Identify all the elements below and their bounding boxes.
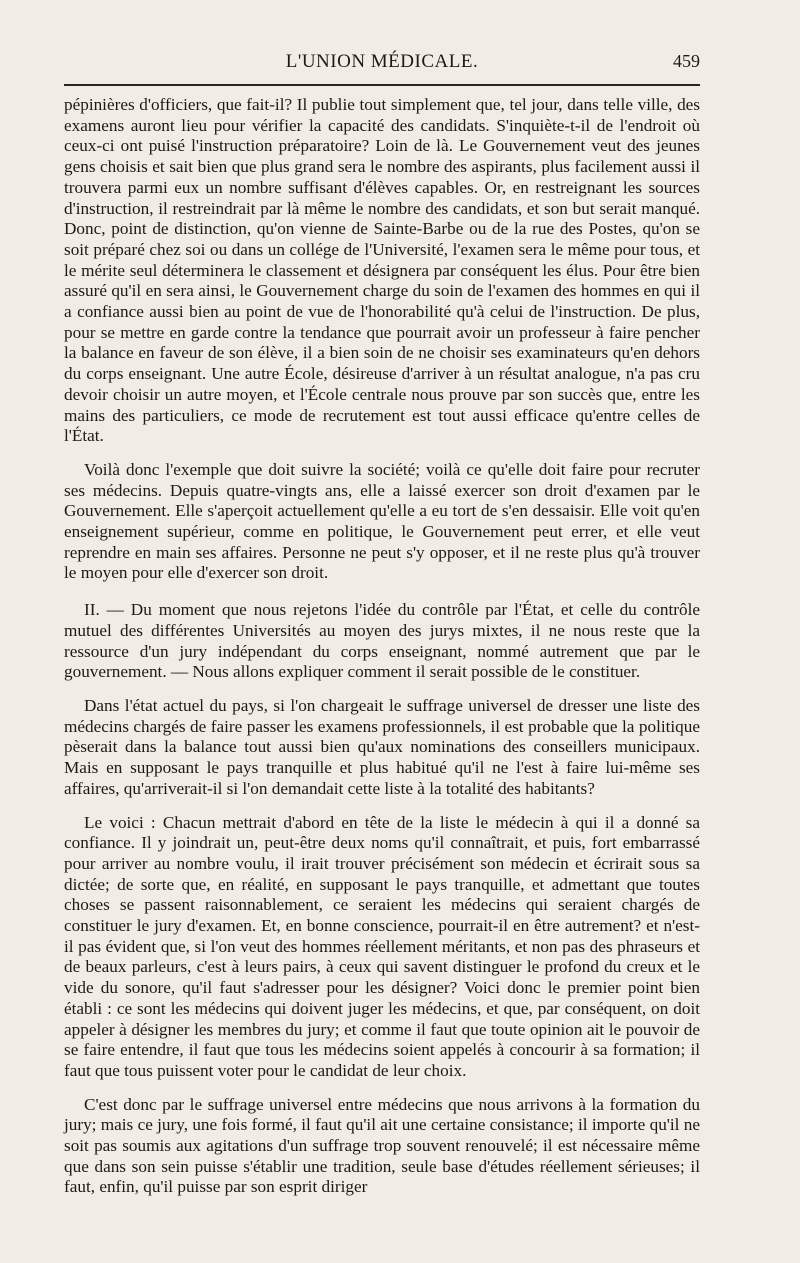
article-body [64, 95, 700, 1198]
header-rule [64, 84, 700, 86]
paragraph-section-ii: II. — Du moment que nous rejetons l'idée du contrôle par l'État, et celle du contrôle mutuel des différentes Universités au moyen des jurys mixtes, il ne nous reste que la ressource d'un jury indépendant du corps enseignant, nommé autrement que par le gouvernement. — Nous allons expliquer comment il serait possible de le constituer. [64, 600, 700, 682]
page-header [64, 51, 700, 79]
paragraph: C'est donc par le suffrage universel entre médecins que nous arrivons à la formation du jury; mais ce jury, une fois formé, il faut qu'il ait une certaine consistance; il importe qu'il ne soit pas soumis aux agitations d'un suffrage trop souvent renouvelé; il est nécessaire même que dans son sein puisse s'établir une tradition, seule base d'études réellement sérieuses; il faut, enfin, qu'il puisse par son esprit diriger [64, 1094, 700, 1197]
page-number: 459 [673, 51, 700, 71]
paragraph-continuation: pépinières d'officiers, que fait-il? Il publie tout simplement que, tel jour, dans telle ville, des examens auront lieu pour vérifier la capacité des candidats. S'inquiète-t-il de l'endroit où ceux-ci ont puisé l'instruction préparatoire? Loin de là. Le Gouvernement veut des jeunes gens choisis et sait bien que plus grand sera le nombre des aspirants, plus facilement aussi il trouvera parmi eux un nombre suffisant d'élèves capables. Or, en restreignant les sources d'instruction, il restreindrait par là même le nombre des candidats, et son but serait manqué. Donc, point de distinction, qu'on vienne de Sainte-Barbe ou de la rue des Postes, qu'on se soit préparé chez soi ou dans un collége de l'Université, l'examen sera le même pour tous, et le mérite seul déterminera le classement et désignera par conséquent les élus. Pour être bien assuré qu'il en sera ainsi, le Gouvernement charge du soin de l'examen des hommes en qui il a confiance aussi bien au point de vue de l'honorabilité qu'à celui de l'instruction. De plus, pour se mettre en garde contre la tendance que pourrait avoir un professeur à faire pencher la balance en faveur de son élève, il a bien soin de ne choisir ses examinateurs qu'en dehors du corps enseignant. Une autre École, désireuse d'arriver à un résultat analogue, n'a pas cru devoir choisir un autre moyen, et l'École centrale nous prouve par son succès que, entre les mains des particuliers, ce mode de recrutement est tout aussi efficace qu'entre celles de l'État. [64, 95, 700, 446]
paragraph: Le voici : Chacun mettrait d'abord en tête de la liste le médecin à qui il a donné sa confiance. Il y joindrait un, peut-être deux noms qu'il connaîtrait, et puis, fort embarrassé pour arriver au nombre voulu, il irait trouver précisément son médecin et écrirait sous sa dictée; de sorte que, en réalité, en supposant le pays tranquille, et admettant que toutes choses se passent raisonnablement, ce seraient les médecins qui seraient chargés de constituer le jury d'examen. Et, en bonne conscience, pourrait-il en être autrement? et n'est-il pas évident que, si l'on veut des hommes réellement méritants, et non pas des phraseurs et de beaux parleurs, c'est à leurs pairs, à ceux qui savent distinguer le profond du creux et le vide du sonore, qu'il faut s'adresser pour les désigner? Voici donc le premier point bien établi : ce sont les médecins qui doivent juger les médecins, et que, par conséquent, on doit appeler à désigner les membres du jury; et comme il faut que toute opinion ait le pouvoir de se faire entendre, il faut que tous les médecins soient appelés à concourir à sa formation; il faut que tous puissent voter pour le candidat de leur choix. [64, 812, 700, 1080]
running-title: L'UNION MÉDICALE. [285, 51, 479, 72]
paragraph: Voilà donc l'exemple que doit suivre la société; voilà ce qu'elle doit faire pour recruter ses médecins. Depuis quatre-vingts ans, elle a laissé exercer son droit d'examen par le Gouvernement. Elle s'aperçoit actuellement qu'elle a eu tort de s'en dessaisir. Elle voit qu'en enseignement supérieur, comme en politique, le Gouvernement peut errer, et elle veut reprendre en main ses affaires. Personne ne peut s'y opposer, et il ne reste plus qu'à trouver le moyen pour elle d'exercer son droit. [64, 459, 700, 583]
paragraph: Dans l'état actuel du pays, si l'on chargeait le suffrage universel de dresser une liste des médecins chargés de faire passer les examens professionnels, il est probable que la politique pèserait dans la balance tout aussi bien qu'aux nominations des conseillers municipaux. Mais en supposant le pays tranquille et plus habitué qu'il ne l'est à faire lui-même ses affaires, qu'arriverait-il si l'on demandait cette liste à la totalité des habitants? [64, 695, 700, 798]
